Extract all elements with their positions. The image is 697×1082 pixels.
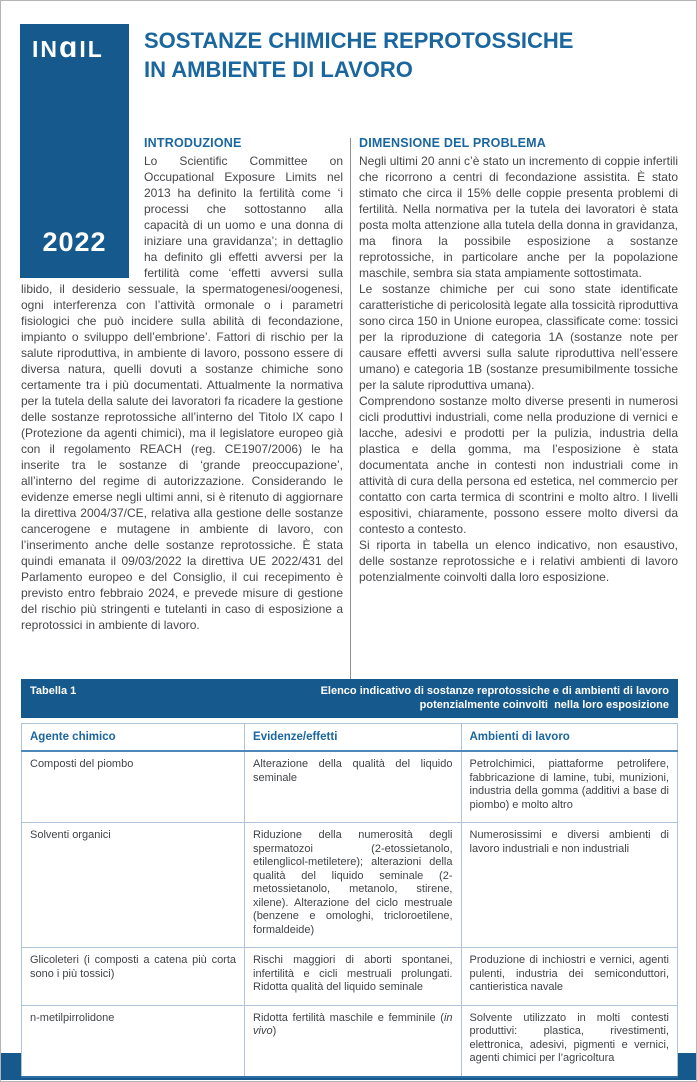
cell-ambienti: Numerosissimi e diversi ambienti di lavoro industriali e non industriali <box>461 823 678 948</box>
table-1-caption-line-1: Elenco indicativo di sostanze reprotossiche e di ambienti di lavoro <box>320 685 669 697</box>
cell-ambienti: Petrolchimici, piattaforme petrolifere, fabbricazione di lamine, tubi, munizioni, industria della gomma (additivi a base di piombo) e molto altro <box>461 751 678 823</box>
table-1-label: Tabella 1 <box>30 685 77 697</box>
problem-paragraph: Negli ultimi 20 anni c’è stato un incremento di coppie infertili che ricorrono a centri di fecondazione assistita. È stato stimato che circa il 15% delle coppie presenta problemi di fertilità. Nella normativa per la tutela dei lavoratori è stata posta molta attenzione alla tutela della donna in gravidanza, ma finora la possibile esposizione a sostanze reprotossiche, in particolare anche per la popolazione maschile, sembra sia stata ampiamente sottostimata. <box>359 154 678 280</box>
column-header-ambienti-di-lavoro: Ambienti di lavoro <box>461 724 678 752</box>
cell-ambienti: Solvente utilizzato in molti contesti produttivi: plastica, rivestimenti, elettronica, adesivi, pigmenti e vernici, agenti chimici per l’agricoltura <box>461 1005 678 1077</box>
problem-paragraph: Comprendono sostanze molto diverse presenti in numerosi cicli produttivi industriali, come nella produzione di vernici e lacche, adesivi e prodotti per la pulizia, industria della plastica e della gomma, ma l’esposizione è stata documentata anche in contesti non industriali come in attività di cura della persona ed estetica, nel commercio per contatto con carta termica di scontrini e molto altro. I livelli espositivi, chiaramente, possono essere molto diversi da contesto a contesto. <box>359 394 678 536</box>
inail-logo-text: IN <box>32 36 59 62</box>
cell-agente: Glicoleteri (i composti a catena più corta sono i più tossici) <box>22 948 245 1006</box>
table-1-header-bar <box>21 679 678 718</box>
intro-column <box>21 136 343 633</box>
inail-logo-text: IL <box>79 36 104 62</box>
cell-agente: n-metilpirrolidone <box>22 1005 245 1077</box>
cell-ambienti: Produzione di inchiostri e vernici, agenti pulenti, industria dei semiconduttori, cantieristica navale <box>461 948 678 1006</box>
cell-evidenze: Alterazione della qualità del liquido seminale <box>245 751 461 823</box>
table-1-section <box>21 679 678 1078</box>
cell-evidenze-text: ) <box>272 1025 277 1037</box>
intro-heading: INTRODUZIONE <box>144 136 242 150</box>
table-row <box>22 948 678 1006</box>
reprotoxic-substances-table <box>21 723 678 1078</box>
year-badge: 2022 <box>42 227 107 257</box>
problem-paragraph: Si riporta in tabella un elenco indicativo, non esaustivo, delle sostanze reprotossiche e i relativi ambienti di lavoro potenzialmente coinvolti dalla loro esposizione. <box>359 538 678 584</box>
brand-box-text-wrap-spacer <box>21 136 144 278</box>
cell-agente: Solventi organici <box>22 823 245 948</box>
cell-evidenze-italic: in vivo <box>253 1011 453 1037</box>
table-row <box>22 823 678 948</box>
table-row <box>22 751 678 823</box>
cell-agente: Composti del piombo <box>22 751 245 823</box>
cell-evidenze-text: Ridotta fertilità maschile e femminile ( <box>253 1011 444 1024</box>
problem-paragraph: Le sostanze chimiche per cui sono state identificate caratteristiche di pericolosità legate alla tossicità riproduttiva sono circa 150 in Unione europea, classificate come: tossici per la riproduzione di categoria 1A (sostanze note per causare effetti avversi sulla salute riproduttiva nell’essere umano) e categoria 1B (sostanze presumibilmente tossiche per la salute riproduttiva umana). <box>359 282 678 392</box>
cell-evidenze <box>245 1005 461 1077</box>
column-header-agente-chimico: Agente chimico <box>22 724 245 752</box>
cell-evidenze: Rischi maggiori di aborti spontanei, infertilità e cicli mestruali prolungati. Ridotta qualità del liquido seminale <box>245 948 461 1006</box>
cell-evidenze: Riduzione della numerosità degli spermatozoi (2-etossietanolo, etilenglicol-metiletere); alterazioni della qualità del liquido seminale (2-metossietanolo, metanolo, stirene, xilene). Alterazione del ciclo mestruale (benzene e omologhi, tricloroetilene, formaldeide) <box>245 823 461 948</box>
inail-logo: IN ɑ IL <box>32 31 104 64</box>
problem-column <box>359 136 678 585</box>
page-title-line-1: SOSTANZE CHIMICHE REPROTOSSICHE <box>144 28 574 53</box>
intro-paragraph: Lo Scientific Committee on Occupational Exposure Limits nel 2013 ha definito la fertilità come ‘i processi che sottostanno alla capacità di un uomo e una donna di iniziare una gravidanza’; in dettaglio ha definito gli effetti avversi per la fertilità come ‘effetti avversi sulla libido, il desiderio sessuale, la spermatogenesi/oogenesi, ogni interferenza con l’attività ormonale o i parametri fisiologici che può incidere sulla abilità di fecondazione, impianto o sviluppo dell’embrione’. Fattori di rischio per la salute riproduttiva, in ambiente di lavoro, possono essere di diversa natura, quelli dovuti a sostanze chimiche sono certamente tra i più documentati. Attualmente la normativa per la tutela della salute dei lavoratori fa ricadere la gestione delle sostanze reprotossiche all’interno del Titolo IX capo I (Protezione da agenti chimici), ma il legislatore europeo già con il regolamento REACH (reg. CE1907/2006) le ha inserite tra le sostanze di ‘grande preoccupazione’, all’interno del regime di autorizzazione. Considerando le evidenze emerse negli ultimi anni, si è ritenuto di aggiornare la direttiva 2004/37/CE, relativa alla gestione delle sostanze cancerogene e mutagene in ambiente di lavoro, con l’inserimento anche delle sostanze reprotossiche. È stata quindi emanata il 09/03/2022 la direttiva UE 2022/431 del Parlamento europeo e del Consiglio, il cui recepimento è previsto entro febbraio 2024, e prevede misure di gestione del rischio più stringenti e tutelanti in caso di esposizione a reprotossici in ambiente di lavoro. <box>21 154 343 632</box>
table-1-caption-line-2: potenzialmente coinvolti nella loro esposizione <box>419 698 669 711</box>
page-title-line-2: IN AMBIENTE DI LAVORO <box>144 57 413 82</box>
table-header-row <box>22 724 678 752</box>
page-title <box>144 26 684 84</box>
table-1-caption <box>321 685 669 712</box>
column-header-evidenze-effetti: Evidenze/effetti <box>245 724 461 752</box>
table-row <box>22 1005 678 1077</box>
problem-heading: DIMENSIONE DEL PROBLEMA <box>359 136 547 150</box>
